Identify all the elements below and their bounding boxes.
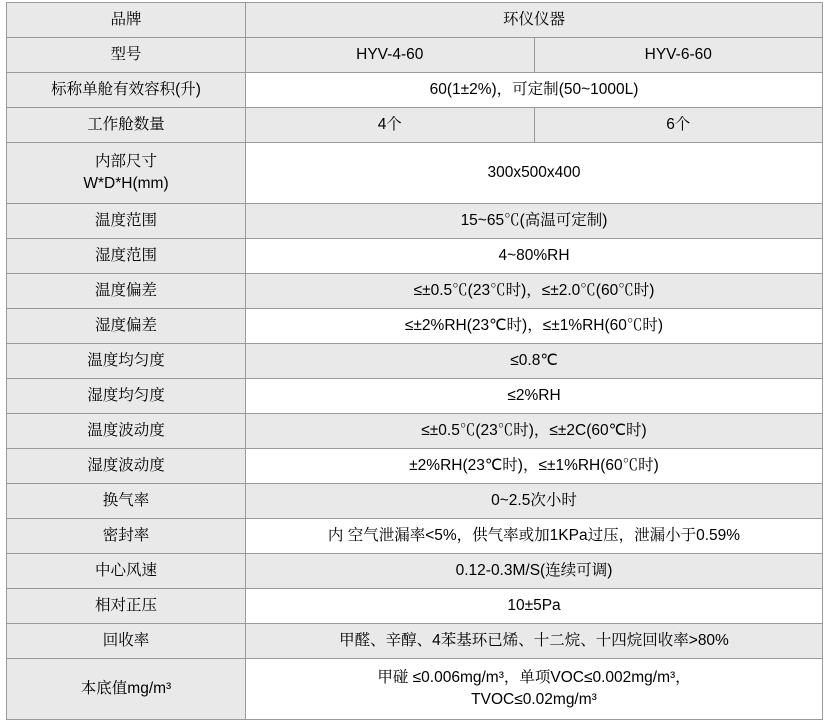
row-label: [7, 143, 246, 204]
row-label-line: 内部尺寸: [94, 152, 157, 170]
row-label: 工作舱数量: [7, 108, 246, 143]
row-label: 温度均匀度: [7, 344, 246, 379]
row-value: ±2%RH(23℃时)，≤±1%RH(60℃时): [246, 449, 823, 484]
row-value: HYV-6-60: [534, 38, 823, 73]
row-label: 本底值mg/m³: [7, 659, 246, 720]
table-row: [7, 449, 823, 484]
row-value: ≤0.8℃: [246, 344, 823, 379]
table-row: [7, 73, 823, 108]
row-label: 温度范围: [7, 204, 246, 239]
row-label: 中心风速: [7, 554, 246, 589]
spec-table-body: [7, 3, 823, 720]
row-label: 换气率: [7, 484, 246, 519]
row-value: 6个: [534, 108, 823, 143]
row-value: 甲醛、辛醇、4苯基环已烯、十二烷、十四烷回收率>80%: [246, 624, 823, 659]
row-label: 标称单舱有效容积(升): [7, 73, 246, 108]
row-label: 回收率: [7, 624, 246, 659]
table-row: [7, 519, 823, 554]
table-row: [7, 414, 823, 449]
row-value: ≤±0.5℃(23℃时)，≤±2.0℃(60℃时): [246, 274, 823, 309]
row-value: ≤2%RH: [246, 379, 823, 414]
row-value: [246, 659, 823, 720]
row-value: 10±5Pa: [246, 589, 823, 624]
row-value: 60(1±2%)，可定制(50~1000L): [246, 73, 823, 108]
table-row: [7, 108, 823, 143]
row-value: 4~80%RH: [246, 239, 823, 274]
table-row: [7, 484, 823, 519]
table-row: [7, 38, 823, 73]
row-label: 相对正压: [7, 589, 246, 624]
row-label: 型号: [7, 38, 246, 73]
row-label: 湿度均匀度: [7, 379, 246, 414]
table-row: [7, 3, 823, 38]
row-value: HYV-4-60: [246, 38, 535, 73]
table-row: [7, 379, 823, 414]
row-value: ≤±0.5℃(23℃时)，≤±2C(60℃时): [246, 414, 823, 449]
row-value: ≤±2%RH(23℃时)，≤±1%RH(60℃时): [246, 309, 823, 344]
table-row: [7, 554, 823, 589]
row-value-line: 甲碰 ≤0.006mg/m³，单项VOC≤0.002mg/m³，: [377, 668, 691, 686]
table-row: [7, 344, 823, 379]
row-label: 温度波动度: [7, 414, 246, 449]
row-value: 0~2.5次小时: [246, 484, 823, 519]
table-row: [7, 143, 823, 204]
specifications-table: [6, 2, 823, 720]
table-row: [7, 659, 823, 720]
table-row: [7, 239, 823, 274]
row-label: 湿度波动度: [7, 449, 246, 484]
row-label: 温度偏差: [7, 274, 246, 309]
row-value: 环仪仪器: [246, 3, 823, 38]
table-row: [7, 309, 823, 344]
table-row: [7, 589, 823, 624]
table-row: [7, 274, 823, 309]
row-value-line: TVOC≤0.02mg/m³: [471, 691, 597, 708]
row-value: 4个: [246, 108, 535, 143]
row-value: 0.12-0.3M/S(连续可调): [246, 554, 823, 589]
row-label-line: W*D*H(mm): [83, 175, 169, 192]
table-row: [7, 204, 823, 239]
row-value: 300x500x400: [246, 143, 823, 204]
table-row: [7, 624, 823, 659]
row-label: 湿度范围: [7, 239, 246, 274]
row-label: 密封率: [7, 519, 246, 554]
row-value: 15~65℃(高温可定制): [246, 204, 823, 239]
row-label: 品牌: [7, 3, 246, 38]
row-value: 内 空气泄漏率<5%，供气率或加1KPa过压，泄漏小于0.59%: [246, 519, 823, 554]
row-label: 湿度偏差: [7, 309, 246, 344]
